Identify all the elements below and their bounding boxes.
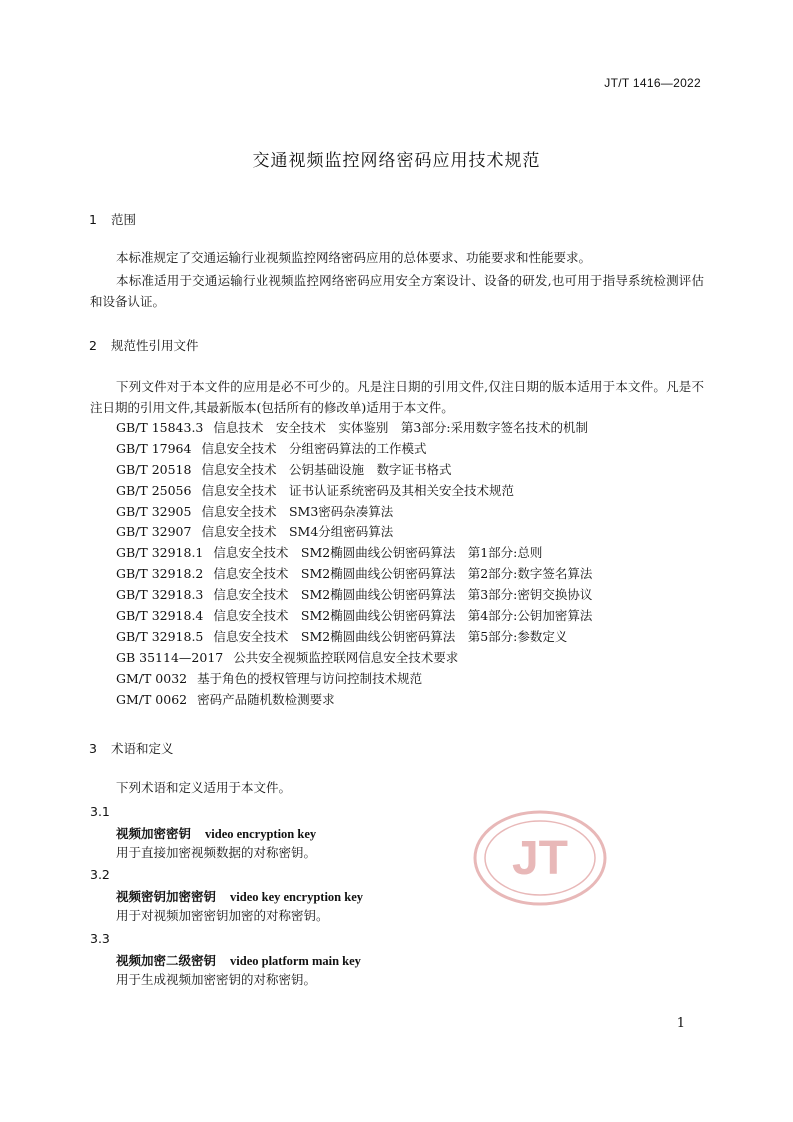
section-title: 术语和定义 xyxy=(111,741,174,756)
section-title: 规范性引用文件 xyxy=(111,338,199,353)
term-number: 3.1 xyxy=(90,804,110,819)
standard-code: JT/T 1416—2022 xyxy=(604,76,701,90)
reference-title: 信息安全技术 证书认证系统密码及其相关安全技术规范 xyxy=(201,482,514,498)
reference-code: GB 35114—2017 xyxy=(116,649,224,665)
term-definition: 用于生成视频加密密钥的对称密钥。 xyxy=(116,972,317,987)
reference-code: GB/T 32905 xyxy=(116,503,192,519)
term-name xyxy=(116,951,361,969)
reference-code: GB/T 20518 xyxy=(116,461,192,477)
reference-item xyxy=(116,627,592,648)
reference-item xyxy=(116,690,592,711)
term-name-zh: 视频加密密钥 xyxy=(116,826,192,841)
term-name xyxy=(116,887,363,905)
reference-code: GB/T 32918.2 xyxy=(116,566,204,582)
reference-code: GB/T 32918.3 xyxy=(116,587,204,603)
reference-item xyxy=(116,502,592,523)
reference-item xyxy=(116,543,592,564)
section-number: 2 xyxy=(89,338,97,353)
reference-title: 基于角色的授权管理与访问控制技术规范 xyxy=(197,670,423,686)
reference-title: 公共安全视频监控联网信息安全技术要求 xyxy=(233,649,459,665)
reference-title: 信息安全技术 SM2椭圆曲线公钥密码算法 第3部分:密钥交换协议 xyxy=(213,587,593,603)
reference-list xyxy=(116,418,592,710)
term-definition: 用于直接加密视频数据的对称密钥。 xyxy=(116,845,317,860)
term-name xyxy=(116,824,316,842)
document-title: 交通视频监控网络密码应用技术规范 xyxy=(252,151,541,171)
section-title: 范围 xyxy=(111,212,137,227)
reference-title: 信息技术 安全技术 实体鉴别 第3部分:采用数字签名技术的机制 xyxy=(213,420,589,435)
section-1-heading xyxy=(89,210,136,228)
reference-title: 信息安全技术 SM2椭圆曲线公钥密码算法 第2部分:数字签名算法 xyxy=(213,566,593,582)
reference-item xyxy=(116,564,592,585)
page-number: 1 xyxy=(676,1016,685,1031)
reference-code: GB/T 32918.1 xyxy=(116,545,204,561)
reference-item xyxy=(116,669,592,690)
term-name-zh: 视频密钥加密密钥 xyxy=(116,889,217,904)
reference-title: 信息安全技术 SM3密码杂凑算法 xyxy=(201,503,394,519)
term-name-en: video encryption key xyxy=(205,827,317,841)
reference-title: 信息安全技术 SM2椭圆曲线公钥密码算法 第1部分:总则 xyxy=(213,545,543,561)
term-name-en: video platform main key xyxy=(230,954,361,968)
reference-item xyxy=(116,481,592,502)
term-definition: 用于对视频加密密钥加密的对称密钥。 xyxy=(116,908,329,923)
reference-code: GM/T 0032 xyxy=(116,670,188,686)
term-number: 3.2 xyxy=(90,867,110,882)
reference-item xyxy=(116,439,592,460)
section-number: 3 xyxy=(89,741,97,756)
reference-item xyxy=(116,648,592,669)
term-name-zh: 视频加密二级密钥 xyxy=(116,953,217,968)
jt-watermark-seal xyxy=(472,808,608,908)
references-intro: 下列文件对于本文件的应用是必不可少的。凡是注日期的引用文件,仅注日期的版本适用于本文件。凡是不注日期的引用文件,其最新版本(包括所有的修改单)适用于本文件。 xyxy=(90,379,704,415)
reference-title: 信息安全技术 SM2椭圆曲线公钥密码算法 第4部分:公钥加密算法 xyxy=(213,608,593,624)
reference-code: GB/T 32907 xyxy=(116,524,192,540)
term-name-en: video key encryption key xyxy=(230,890,363,904)
reference-title: 信息安全技术 SM4分组密码算法 xyxy=(201,524,394,540)
section-3-heading xyxy=(89,739,174,757)
scope-paragraph-2: 本标准适用于交通运输行业视频监控网络密码应用安全方案设计、设备的研发,也可用于指导系统检测评估和设备认证。 xyxy=(90,273,704,309)
reference-item xyxy=(116,606,592,627)
reference-item xyxy=(116,460,592,481)
section-number: 1 xyxy=(89,212,97,227)
seal-text: JT xyxy=(511,832,569,885)
scope-paragraph-1: 本标准规定了交通运输行业视频监控网络密码应用的总体要求、功能要求和性能要求。 xyxy=(116,250,592,265)
section-2-heading xyxy=(89,336,199,354)
reference-code: GB/T 32918.4 xyxy=(116,608,204,624)
reference-code: GB/T 17964 xyxy=(116,440,192,456)
reference-code: GM/T 0062 xyxy=(116,691,188,707)
term-number: 3.3 xyxy=(90,931,110,946)
reference-item xyxy=(116,522,592,543)
reference-item xyxy=(116,418,592,439)
reference-title: 信息安全技术 公钥基础设施 数字证书格式 xyxy=(201,461,452,477)
terms-intro: 下列术语和定义适用于本文件。 xyxy=(116,780,292,795)
reference-code: GB/T 15843.3 xyxy=(116,420,204,435)
reference-code: GB/T 25056 xyxy=(116,482,192,498)
reference-item xyxy=(116,585,592,606)
reference-title: 密码产品随机数检测要求 xyxy=(197,691,335,707)
reference-title: 信息安全技术 SM2椭圆曲线公钥密码算法 第5部分:参数定义 xyxy=(213,628,568,644)
reference-title: 信息安全技术 分组密码算法的工作模式 xyxy=(201,440,427,456)
reference-code: GB/T 32918.5 xyxy=(116,628,204,644)
